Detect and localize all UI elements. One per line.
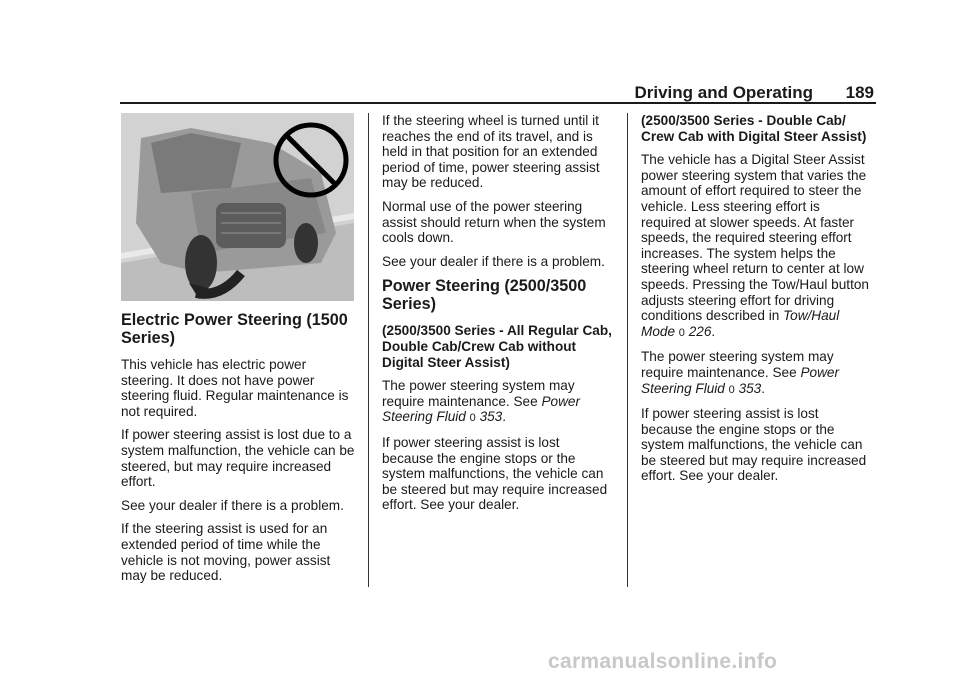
paragraph: If power steering assist is lost because the engine stops or the system malfunctions, the vehicle can be steered but may require increased effort. See your dealer. — [641, 406, 867, 484]
paragraph: If the steering wheel is turned until it reaches the end of its travel, and is held in that position for an extended period of time, power steering assist may be reduced. — [382, 113, 600, 191]
column-1 — [121, 113, 356, 592]
subheading-with-dsa: (2500/3500 Series - Double Cab/ Crew Cab with Digital Steer Assist) — [641, 113, 867, 144]
column-divider — [368, 113, 369, 587]
paragraph-fluid-ref: The power steering system may require maintenance. See Power Steering Fluid 0 353. — [641, 349, 839, 396]
paragraph: If power steering assist is lost because the engine stops or the system malfunctions, the vehicle can be steered but may require increased effort. See your dealer. — [382, 434, 608, 513]
page-ref-arrow-icon: 0 — [728, 383, 735, 396]
paragraph-dsa: The vehicle has a Digital Steer Assist power steering system that varies the amount of effort required to steer the vehicle. Less steering effort is required at slower speeds. At faster speeds, the required steering effort increases. The system helps the steering wheel return to center at low speeds. Pressing the Tow/Haul button adjusts steering effort for driving conditions described in Tow/Haul Mode 0 226. — [641, 152, 869, 339]
cross-reference-link[interactable]: Power Steering Fluid 0 353 — [382, 393, 580, 425]
cross-reference-link[interactable]: Power Steering Fluid 0 353 — [641, 364, 839, 396]
header-rule — [120, 102, 876, 104]
cross-reference-link[interactable]: Tow/Haul Mode 0 226 — [641, 308, 840, 339]
column-divider — [627, 113, 628, 587]
column-2 — [382, 113, 614, 521]
heading-electric-power-steering: Electric Power Steering (1500 Series) — [121, 311, 348, 347]
section-title: Driving and Operating — [634, 83, 813, 102]
truck-steering-illustration — [121, 113, 354, 301]
page-header — [0, 0, 960, 104]
paragraph: See your dealer if there is a problem. — [121, 497, 344, 513]
column-3 — [641, 113, 873, 492]
paragraph: If power steering assist is lost due to a system malfunction, the vehicle can be steered, but may require increased effort. — [121, 427, 355, 490]
paragraph-fluid-ref: The power steering system may require maintenance. See Power Steering Fluid 0 353. — [382, 378, 580, 425]
paragraph: See your dealer if there is a problem. — [382, 253, 605, 269]
subheading-without-dsa: (2500/3500 Series - All Regular Cab, Double Cab/Crew Cab without Digital Steer Assist) — [382, 323, 612, 370]
paragraph: This vehicle has electric power steering. It does not have power steering fluid. Regular maintenance is not required. — [121, 357, 349, 419]
page-ref-arrow-icon: 0 — [678, 326, 685, 339]
paragraph: If the steering assist is used for an extended period of time while the vehicle is not moving, power assist may be reduced. — [121, 521, 331, 584]
page-ref-arrow-icon: 0 — [469, 412, 476, 425]
page-number: 189 — [845, 83, 874, 102]
heading-power-steering-2500-3500: Power Steering (2500/3500 Series) — [382, 277, 587, 314]
paragraph: Normal use of the power steering assist should return when the system cools down. — [382, 198, 606, 246]
watermark: carmanualsonline.info — [548, 650, 778, 673]
